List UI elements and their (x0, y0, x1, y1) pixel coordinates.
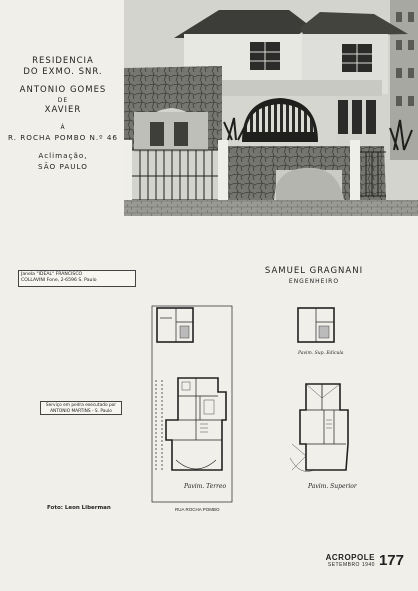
residence-photo (124, 0, 418, 216)
caption-line: Á (60, 124, 66, 131)
plan-ground-floor (166, 378, 226, 470)
caption-line: DE (57, 97, 69, 104)
city: SÃO PAULO (38, 162, 88, 171)
engineer-role: ENGENHEIRO (288, 278, 340, 285)
plan-edicula-upper (298, 308, 334, 342)
edicula-upper-label: Pavim. Sup. Edícula (298, 351, 344, 356)
magazine-title: ACROPOLE (325, 553, 375, 562)
window-supplier-label (18, 270, 136, 287)
engineer-name: SAMUEL GRAGNANI (264, 266, 364, 276)
residence-caption (4, 56, 122, 172)
engineer-credit (262, 266, 366, 285)
district: Aclimação, (38, 151, 88, 160)
page-number: 177 (378, 552, 404, 569)
photo-credit: Foto: Leon Liberman (47, 505, 111, 511)
magazine-masthead (326, 553, 375, 568)
stonework-line: Serviço em pedra executado por (45, 403, 117, 408)
owner-surname: XAVIER (44, 105, 82, 115)
window-supplier-line: Janela "IDEAL" FRANCISCO (21, 272, 83, 277)
lot-boundary (152, 306, 232, 502)
caption-line: DO EXMO. SNR. (23, 67, 103, 77)
address: R. ROCHA POMBO N.º 46 (7, 133, 118, 142)
plan-upper-floor (290, 384, 348, 472)
stonework-line: ANTONIO MARTINS - S. Paulo (50, 408, 112, 414)
plan-edicula-ground (157, 308, 193, 342)
page-footer (326, 553, 404, 568)
stonework-credit (40, 401, 122, 415)
caption-line: RESIDENCIA (32, 56, 94, 66)
upper-floor-label: Pavim. Superior (308, 483, 357, 490)
issue-date: SETEMBRO 1940 (327, 562, 375, 568)
ground-floor-label: Pavim. Terreo (184, 483, 227, 490)
street-label: RUA ROCHA POMBO (175, 507, 220, 512)
owner-name: ANTONIO GOMES (19, 85, 107, 95)
window-supplier-line: COLLAVINI Fone, 2-6596 S. Paulo (21, 278, 97, 283)
